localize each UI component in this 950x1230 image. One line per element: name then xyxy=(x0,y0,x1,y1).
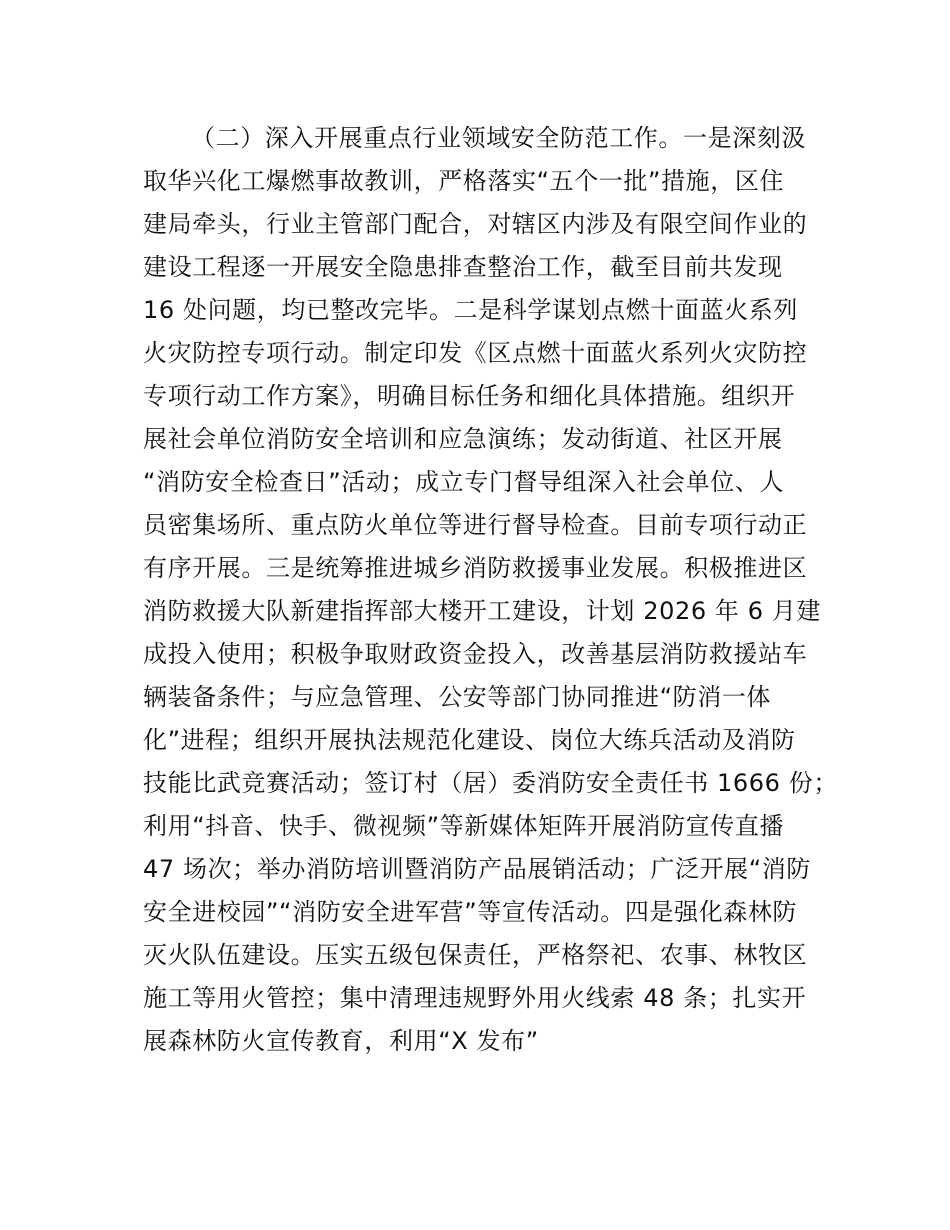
text-line: 展森林防火宣传教育，利用“X 发布” xyxy=(143,1027,539,1055)
text-line: 施工等用火管控；集中清理违规野外用火线索 48 条；扎实开 xyxy=(143,984,807,1012)
text-line: 利用“抖音、快手、微视频”等新媒体矩阵开展消防宣传直播 xyxy=(143,812,785,840)
text-line: 火灾防控专项行动。制定印发《区点燃十面蓝火系列火灾防控 xyxy=(143,339,808,367)
text-line: 有序开展。三是统筹推进城乡消防救援事业发展。积极推进区 xyxy=(143,554,808,582)
text-line: 取华兴化工爆燃事故教训，严格落实“五个一批”措施，区住 xyxy=(143,167,785,195)
text-line: 员密集场所、重点防火单位等进行督导检查。目前专项行动正 xyxy=(143,511,808,539)
text-line: 消防救援大队新建指挥部大楼开工建设，计划 2026 年 6 月建 xyxy=(143,597,822,625)
text-line: 建局牵头，行业主管部门配合，对辖区内涉及有限空间作业的 xyxy=(143,210,808,238)
text-line: 灭火队伍建设。压实五级包保责任，严格祭祀、农事、林牧区 xyxy=(143,941,808,969)
text-line: 展社会单位消防安全培训和应急演练；发动街道、社区开展 xyxy=(143,425,783,453)
text-line: 成投入使用；积极争取财政资金投入，改善基层消防救援站车 xyxy=(143,640,808,668)
text-line: 安全进校园”“消防安全进军营”等宣传活动。四是强化森林防 xyxy=(143,898,798,926)
text-line: 技能比武竞赛活动；签订村（居）委消防安全责任书 1666 份； xyxy=(143,769,838,797)
text-line: 建设工程逐一开展安全隐患排查整治工作，截至目前共发现 xyxy=(143,253,783,281)
text-line: 16 处问题，均已整改完毕。二是科学谋划点燃十面蓝火系列 xyxy=(143,296,798,324)
text-line: 辆装备条件；与应急管理、公安等部门协同推进“防消一体 xyxy=(143,683,772,711)
text-line: “消防安全检查日”活动；成立专门督导组深入社会单位、人 xyxy=(143,468,785,496)
text-line: 化”进程；组织开展执法规范化建设、岗位大练兵活动及消防 xyxy=(143,726,796,754)
text-line: 专项行动工作方案》，明确目标任务和细化具体措施。组织开 xyxy=(143,382,796,410)
text-line: 47 场次；举办消防培训暨消防产品展销活动；广泛开展“消防 xyxy=(143,855,811,883)
text-line: （二）深入开展重点行业领域安全防范工作。一是深刻汲 xyxy=(191,124,806,152)
